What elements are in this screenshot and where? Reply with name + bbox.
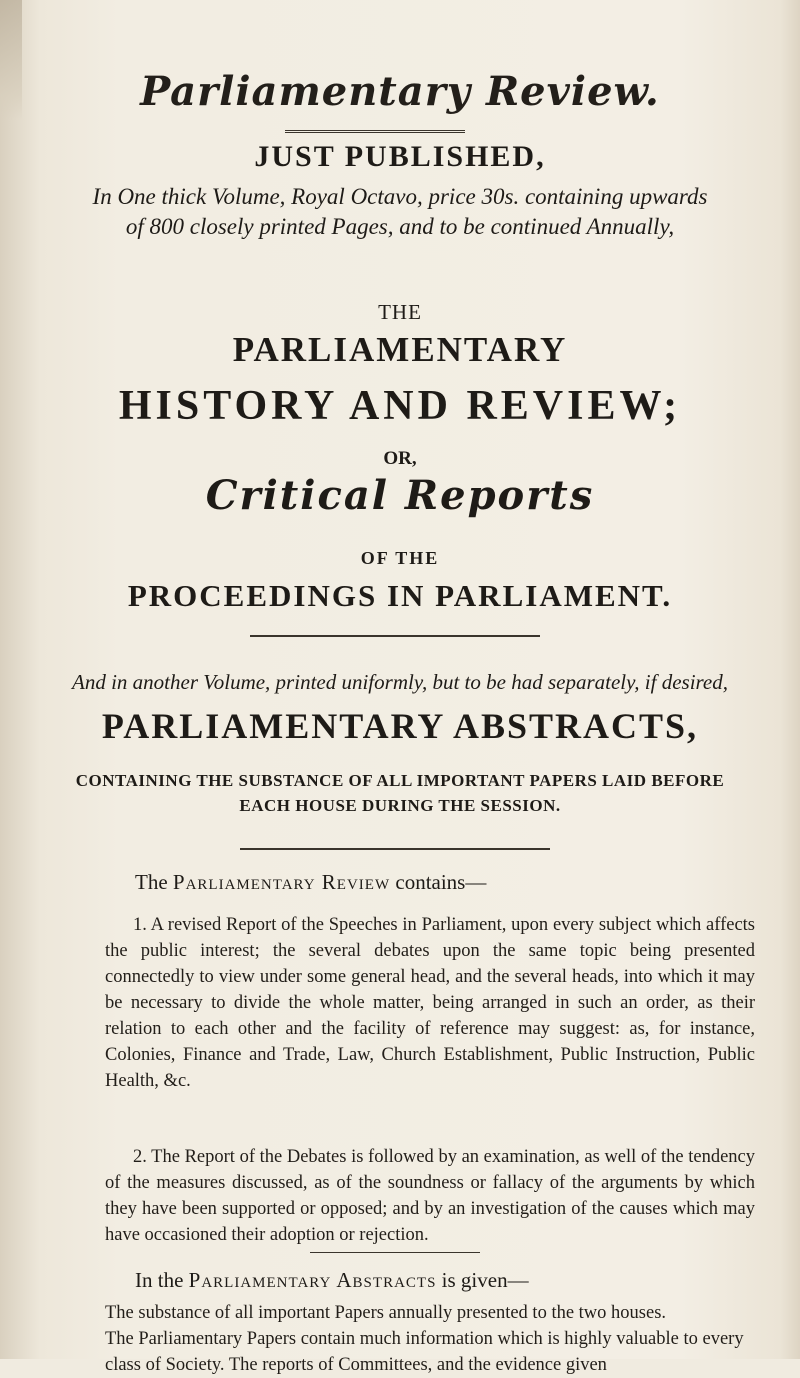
abstracts-heading-name: Parliamentary Abstracts	[188, 1268, 437, 1292]
review-item-2: 2. The Report of the Debates is followed by an examination, as well of the tendency of the measures discussed, as of the soundness or fallacy of the arguments by which they have been supported or opposed; and by an investigation of the causes which may have occasioned their adoption or rejection.	[105, 1147, 755, 1245]
announcement: JUST PUBLISHED,	[254, 140, 546, 173]
second-volume-intro: And in another Volume, printed uniformly, but to be had separately, if desired,	[72, 670, 728, 694]
masthead-rule	[285, 130, 465, 133]
title-critical-reports: Critical Reports	[205, 472, 595, 519]
title-of-the: OF THE	[360, 548, 440, 568]
description-line-1: In One thick Volume, Royal Octavo, price 30s. containing upwards	[92, 184, 708, 209]
masthead: Parliamentary Review.	[140, 68, 660, 115]
abstracts-subtitle-line-1: CONTAINING THE SUBSTANCE OF ALL IMPORTANT PAPERS LAID BEFORE	[75, 771, 725, 790]
title-or: OR,	[383, 448, 417, 469]
description-line-2: of 800 closely printed Pages, and to be continued Annually,	[125, 214, 675, 239]
section-divider-2	[240, 848, 550, 850]
title-history-and-review: HISTORY AND REVIEW;	[118, 383, 682, 429]
review-contents-heading	[135, 870, 486, 895]
section-divider-3	[310, 1252, 480, 1253]
abstracts-line-1: The substance of all important Papers annually presented to the two houses.	[105, 1303, 667, 1323]
abstracts-heading-prefix: In the	[135, 1268, 184, 1292]
title-parliamentary: PARLIAMENTARY	[232, 330, 568, 369]
section-divider-1	[250, 635, 540, 637]
review-heading-name: Parliamentary Review	[172, 870, 391, 894]
abstracts-heading-suffix: is given—	[441, 1268, 529, 1292]
description	[0, 182, 800, 242]
review-heading-suffix: contains—	[395, 870, 487, 894]
abstracts-subtitle-line-2: EACH HOUSE DURING THE SESSION.	[239, 796, 561, 815]
title-the: THE	[378, 300, 422, 324]
abstracts-contents-heading	[135, 1268, 529, 1293]
abstracts-title: PARLIAMENTARY ABSTRACTS,	[101, 706, 699, 746]
abstracts-subtitle	[40, 768, 760, 818]
review-item-1: 1. A revised Report of the Speeches in Parliament, upon every subject which affects the public interest; the several debates upon the same topic being presented connectedly to view under some general head, and the several heads, into which it may be necessary to divide the whole matter, being arranged in such an order, as their relation to each other and the facility of reference may suggest: as, for instance, Colonies, Finance and Trade, Law, Church Establishment, Public Instruction, Public Health, &c.	[105, 915, 755, 1091]
title-proceedings: PROCEEDINGS IN PARLIAMENT.	[127, 578, 673, 613]
abstracts-line-2: The Parliamentary Papers contain much information which is highly valuable to every class of Society. The reports of Committees, and the evidence given	[105, 1329, 744, 1375]
review-heading-prefix: The	[135, 870, 168, 894]
